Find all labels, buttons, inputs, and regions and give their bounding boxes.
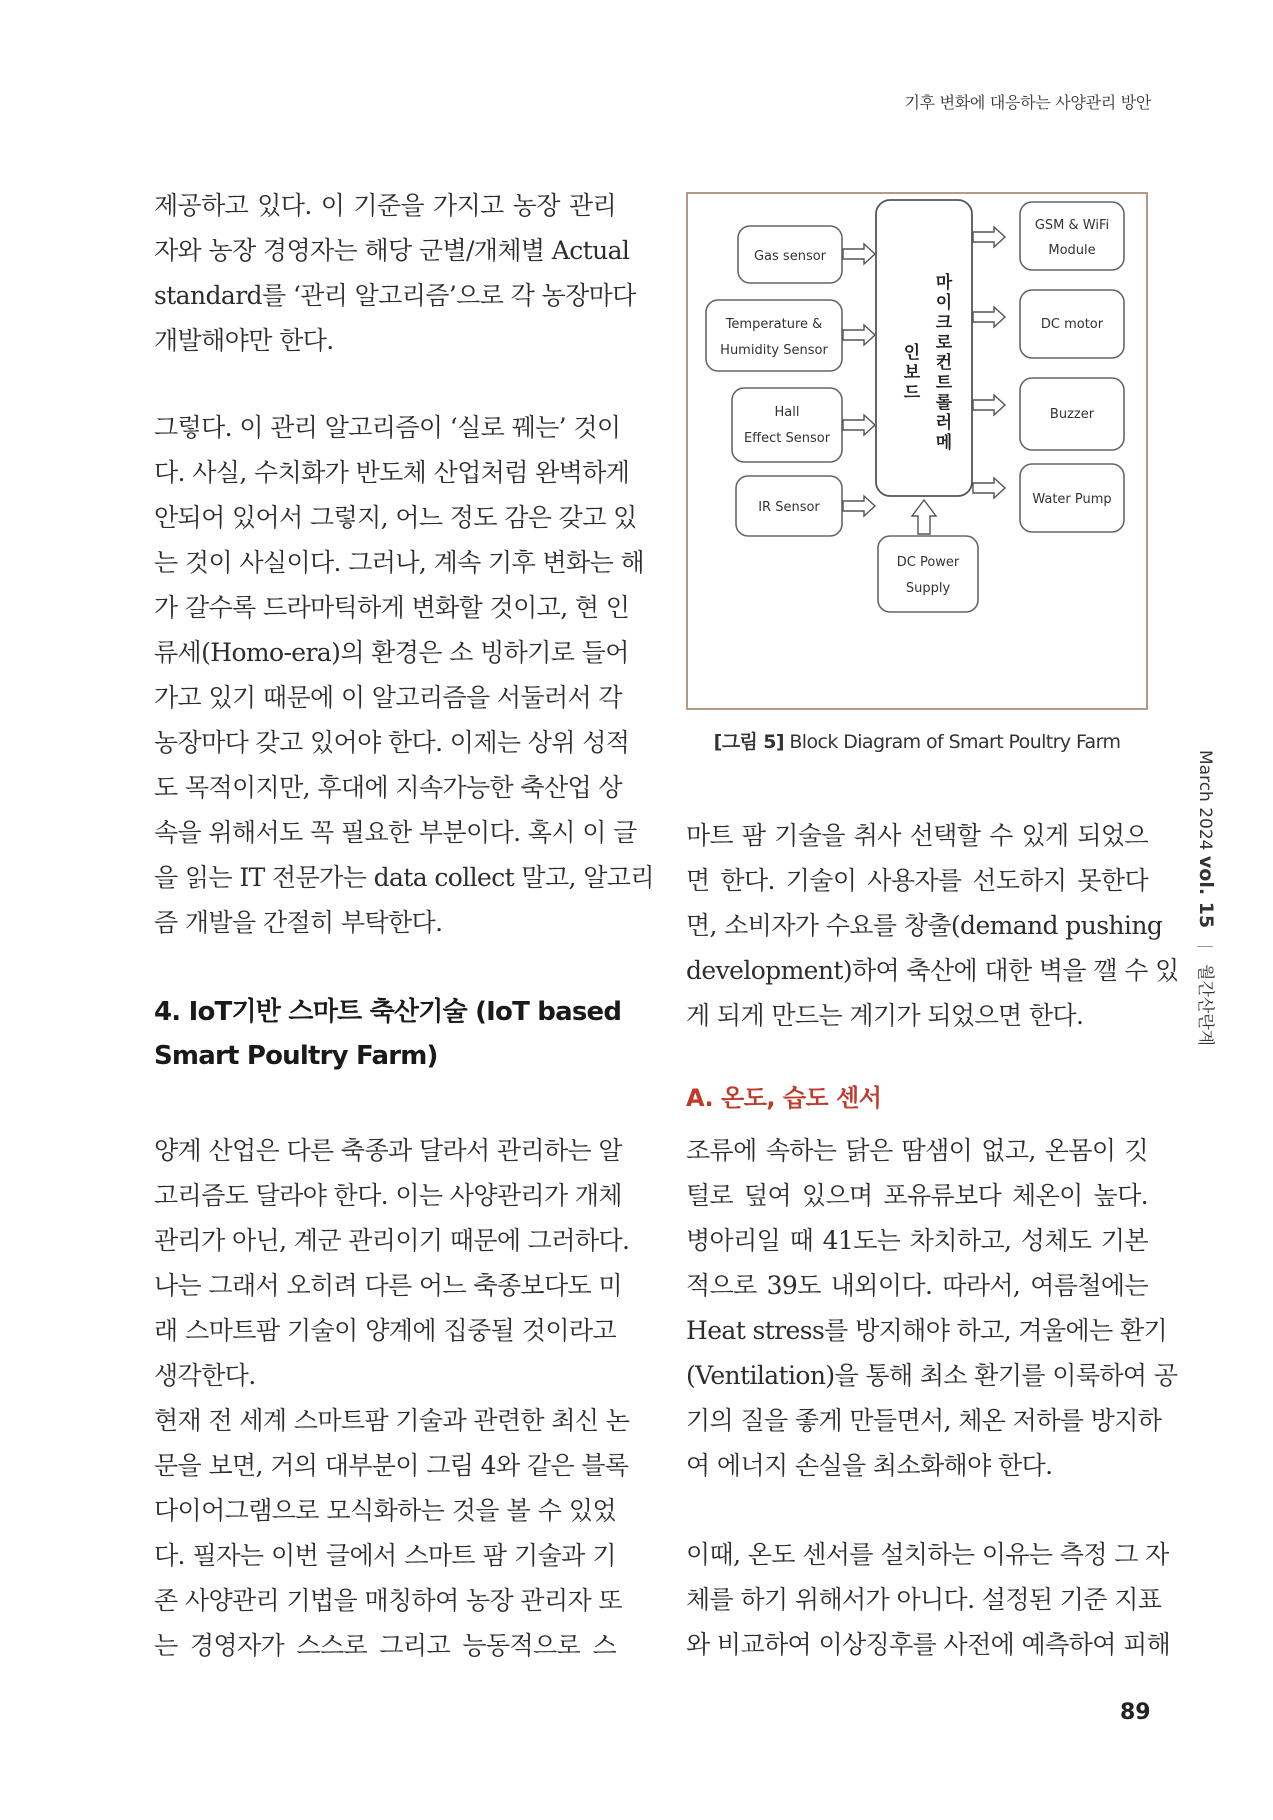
humidity-sensor-label: Humidity Sensor bbox=[720, 343, 828, 358]
page-number: 89 bbox=[1120, 1700, 1151, 1725]
buzzer-label: Buzzer bbox=[1049, 407, 1095, 422]
text-line: standard를 ‘관리 알고리즘’으로 각 농장마다 bbox=[154, 281, 636, 310]
text-line: 농장마다 갖고 있어야 한다. 이제는 상위 성적 bbox=[154, 728, 630, 757]
block-diagram-svg bbox=[688, 194, 1146, 708]
text-line: 현재 전 세계 스마트팜 기술과 관련한 최신 논 bbox=[154, 1406, 630, 1435]
text-line: 존 사양관리 기법을 매칭하여 농장 관리자 또 bbox=[154, 1586, 622, 1615]
hall-label: Hall bbox=[774, 405, 800, 420]
arrow-icon bbox=[843, 244, 875, 264]
water-pump-label: Water Pump bbox=[1032, 492, 1112, 507]
label-char: 롤 bbox=[935, 393, 953, 413]
running-header: 기후 변화에 대응하는 사양관리 방안 bbox=[904, 93, 1151, 112]
text-line: 나는 그래서 오히려 다른 어느 축종보다도 미 bbox=[154, 1271, 622, 1300]
right-paragraph-1 bbox=[686, 813, 1179, 1038]
subsection-heading: A. 온도, 습도 센서 bbox=[686, 1084, 882, 1112]
text-line: 적으로 39도 내외이다. 따라서, 여름철에는 bbox=[686, 1271, 1148, 1300]
text-line: 관리가 아닌, 계군 관리이기 때문에 그러하다. bbox=[154, 1226, 630, 1255]
vertical-sidebar bbox=[1190, 750, 1230, 1170]
text-line: 래 스마트팜 기술이 양계에 집중될 것이라고 bbox=[154, 1316, 616, 1345]
microcontroller-board-box bbox=[876, 200, 972, 496]
section-heading-line: 4. IoT기반 스마트 축산기술 (IoT based bbox=[154, 997, 622, 1027]
text-line: 와 비교하여 이상징후를 사전에 예측하여 피해 bbox=[686, 1630, 1171, 1659]
arrow-icon bbox=[973, 307, 1005, 327]
text-line: 개발해야만 한다. bbox=[154, 326, 334, 355]
figure-caption bbox=[686, 727, 1148, 754]
label-char: 드 bbox=[903, 383, 921, 403]
text-line: 다이어그램으로 모식화하는 것을 볼 수 있었 bbox=[154, 1496, 616, 1525]
text-line: 다. 필자는 이번 글에서 스마트 팜 기술과 기 bbox=[154, 1541, 616, 1570]
text-line: 다. 사실, 수치화가 반도체 산업처럼 완벽하게 bbox=[154, 458, 630, 487]
dc-motor-label: DC motor bbox=[1040, 317, 1104, 332]
temperature-humidity-sensor-box bbox=[706, 300, 842, 371]
label-char: 이 bbox=[935, 293, 953, 313]
supply-label: Supply bbox=[905, 581, 951, 596]
text-line: 속을 위해서도 꼭 필요한 부분이다. 혹시 이 글 bbox=[154, 818, 637, 847]
label-char: 인 bbox=[903, 343, 921, 363]
text-line: 체를 하기 위해서가 아니다. 설정된 기준 지표 bbox=[686, 1585, 1162, 1614]
text-line: 가고 있기 때문에 이 알고리즘을 서둘러서 각 bbox=[154, 683, 622, 712]
left-paragraph-1 bbox=[154, 183, 636, 363]
text-line: 마트 팜 기술을 취사 선택할 수 있게 되었으 bbox=[686, 821, 1148, 850]
text-line: 그렇다. 이 관리 알고리즘이 ‘실로 꿰는’ 것이 bbox=[154, 413, 621, 442]
input-arrows bbox=[843, 244, 875, 516]
hall-effect-sensor-box bbox=[732, 388, 842, 462]
gas-sensor-label: Gas sensor bbox=[753, 249, 827, 264]
output-device-boxes bbox=[1020, 202, 1124, 532]
label-char: 러 bbox=[935, 413, 953, 433]
text-line: 는 것이 사실이다. 그러나, 계속 기후 변화는 해 bbox=[154, 548, 645, 577]
text-line: development)하여 축산에 대한 벽을 깰 수 있 bbox=[686, 956, 1179, 985]
text-line: 여 에너지 손실을 최소화해야 한다. bbox=[686, 1451, 1053, 1480]
left-paragraph-3 bbox=[154, 1128, 630, 1398]
arrow-icon bbox=[973, 227, 1005, 247]
dc-power-label: DC Power bbox=[896, 555, 960, 570]
gsm-wifi-label: GSM & WiFi bbox=[1034, 218, 1110, 233]
block-diagram-figure bbox=[686, 192, 1148, 710]
label-char: 크 bbox=[935, 313, 953, 333]
text-line: 도 목적이지만, 후대에 지속가능한 축산업 상 bbox=[154, 773, 622, 802]
dc-power-supply-box bbox=[878, 536, 978, 612]
arrow-icon bbox=[843, 496, 875, 516]
temperature-sensor-label: Temperature & bbox=[725, 317, 823, 332]
text-line: 생각한다. bbox=[154, 1361, 256, 1390]
text-line: 문을 보면, 거의 대부분이 그림 4와 같은 블록 bbox=[154, 1451, 629, 1480]
gsm-wifi-module-box bbox=[1020, 202, 1124, 270]
text-line: 제공하고 있다. 이 기준을 가지고 농장 관리 bbox=[154, 191, 616, 220]
arrow-icon bbox=[973, 395, 1005, 415]
arrow-icon bbox=[973, 478, 1005, 498]
text-line: Heat stress를 방지해야 하고, 겨울에는 환기 bbox=[686, 1316, 1168, 1345]
text-line: 양계 산업은 다른 축종과 달라서 관리하는 알 bbox=[154, 1136, 622, 1165]
right-paragraph-2 bbox=[686, 1128, 1178, 1488]
label-char: 컨 bbox=[935, 353, 953, 373]
text-line: 류세(Homo-era)의 환경은 소 빙하기로 들어 bbox=[154, 638, 629, 667]
label-char: 트 bbox=[935, 373, 953, 393]
text-line: (Ventilation)을 통해 최소 환기를 이룩하여 공 bbox=[686, 1361, 1178, 1390]
figure-caption-label: [그림 5] bbox=[713, 731, 784, 753]
arrow-icon bbox=[843, 415, 875, 435]
label-char: 마 bbox=[935, 273, 953, 293]
text-line: 면, 소비자가 수요를 창출(demand pushing bbox=[686, 911, 1163, 940]
text-line: 조류에 속하는 닭은 땀샘이 없고, 온몸이 깃 bbox=[686, 1136, 1148, 1165]
label-char: 보 bbox=[903, 363, 921, 383]
ir-sensor-label: IR Sensor bbox=[758, 500, 820, 515]
text-line: 자와 농장 경영자는 해당 군별/개체별 Actual bbox=[154, 236, 630, 265]
text-line: 는 경영자가 스스로 그리고 능동적으로 스 bbox=[154, 1631, 616, 1660]
issue-date: March 2024 bbox=[1195, 750, 1215, 851]
text-line: 기의 질을 좋게 만들면서, 체온 저하를 방지하 bbox=[686, 1406, 1162, 1435]
text-line: 털로 덮여 있으며 포유류보다 체온이 높다. bbox=[686, 1181, 1148, 1210]
text-line: 면 한다. 기술이 사용자를 선도하지 못한다 bbox=[686, 866, 1148, 895]
section-heading bbox=[154, 990, 624, 1078]
text-line: 을 읽는 IT 전문가는 data collect 말고, 알고리 bbox=[154, 863, 654, 892]
text-line: 안되어 있어서 그렇지, 어느 정도 감은 갖고 있 bbox=[154, 503, 637, 532]
text-line: 병아리일 때 41도는 차치하고, 성체도 기본 bbox=[686, 1226, 1148, 1255]
sidebar-divider bbox=[1197, 946, 1213, 947]
text-line: 고리즘도 달라야 한다. 이는 사양관리가 개체 bbox=[154, 1181, 622, 1210]
arrow-icon bbox=[843, 325, 875, 345]
up-arrow-icon bbox=[912, 500, 936, 534]
figure-caption-text: Block Diagram of Smart Poultry Farm bbox=[783, 731, 1121, 753]
left-paragraph-2 bbox=[154, 405, 654, 945]
input-sensor-boxes bbox=[706, 226, 842, 536]
sidebar-text bbox=[1195, 750, 1220, 1046]
effect-sensor-label: Effect Sensor bbox=[743, 431, 831, 446]
text-line: 게 되게 만드는 계기가 되었으면 한다. bbox=[686, 1001, 1084, 1030]
text-line: 이때, 온도 센서를 설치하는 이유는 측정 그 자 bbox=[686, 1540, 1169, 1569]
text-line: 즘 개발을 간절히 부탁한다. bbox=[154, 908, 443, 937]
magazine-name: 월간산란계 bbox=[1195, 963, 1215, 1047]
module-label: Module bbox=[1048, 243, 1096, 258]
left-paragraph-4 bbox=[154, 1398, 630, 1668]
label-char: 메 bbox=[935, 433, 953, 453]
label-char: 로 bbox=[935, 333, 953, 353]
section-heading-line: Smart Poultry Farm) bbox=[154, 1041, 438, 1071]
text-line: 가 갈수록 드라마틱하게 변화할 것이고, 현 인 bbox=[154, 593, 630, 622]
volume-number: vol. 15 bbox=[1195, 855, 1217, 929]
right-paragraph-3 bbox=[686, 1532, 1171, 1667]
output-arrows bbox=[973, 227, 1005, 498]
